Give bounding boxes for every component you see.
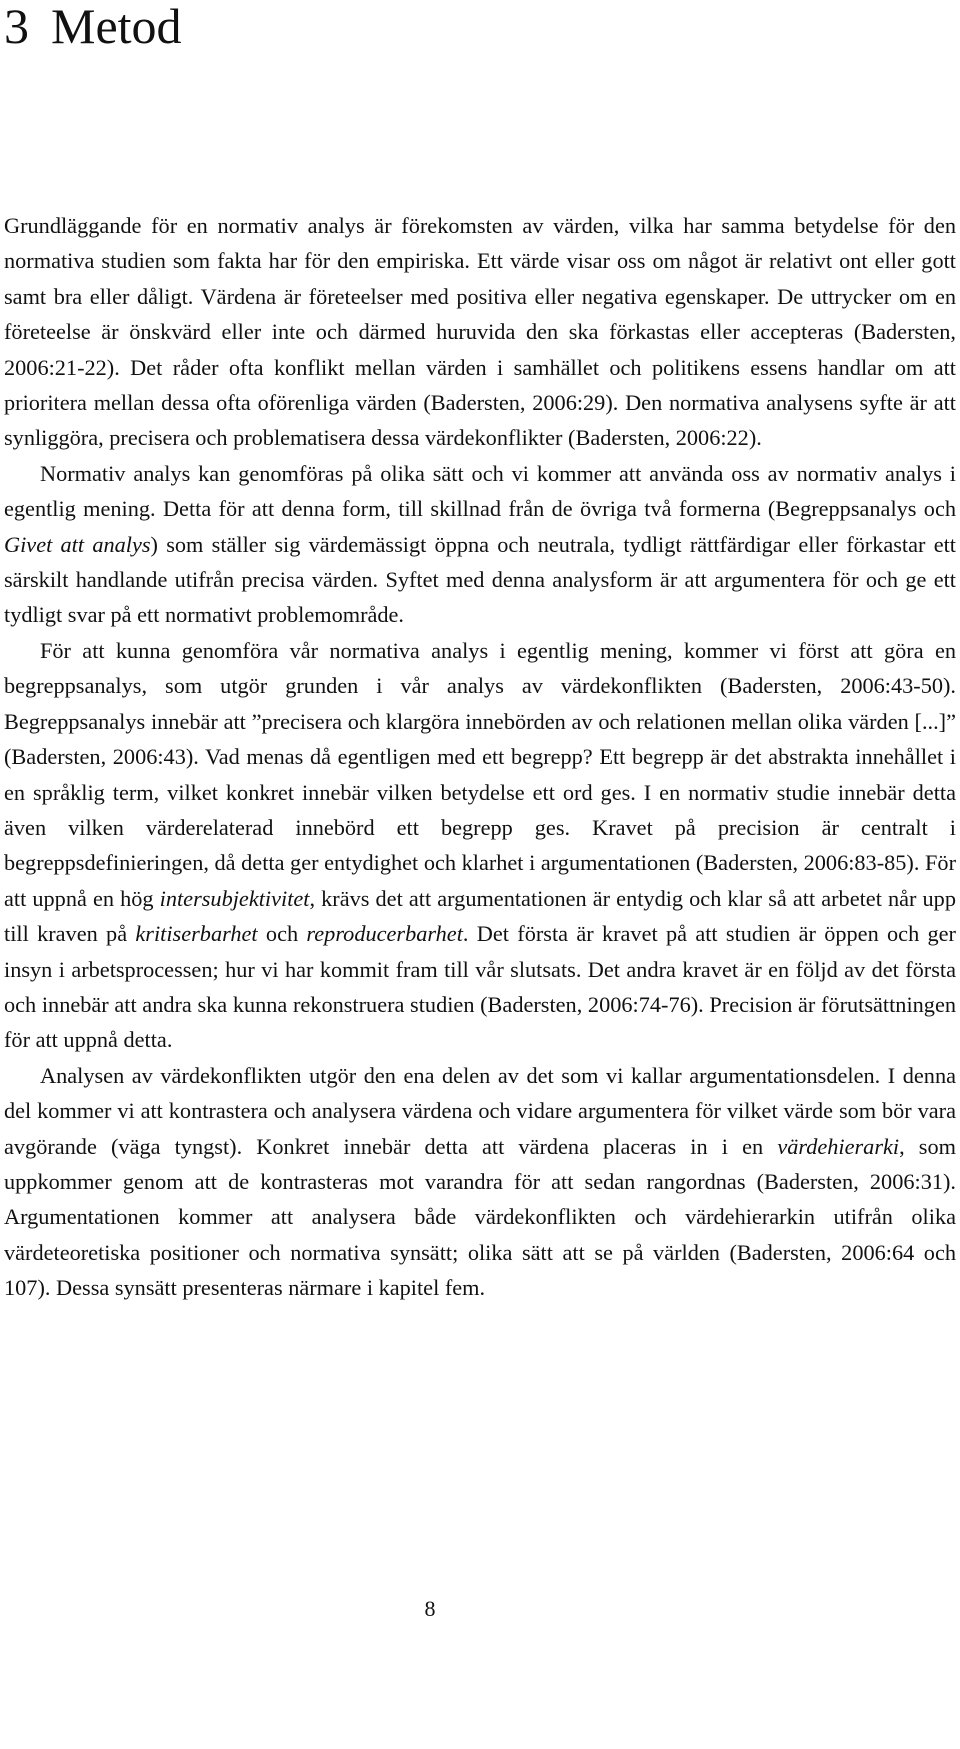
page-number: 8 (424, 1596, 436, 1621)
text-run: ) som ställer sig värdemässigt öppna och neutrala, tydligt rättfärdigar eller förkastar ett särskilt handlande utifrån precisa värden. Syftet med denna analysform är att argumentera för och ge ett tydligt svar på ett normativt problemområde. (4, 531, 956, 628)
text-run: , som uppkommer genom att de kontrasteras mot varandra för att sedan rangordnas (Badersten, 2006:31). Argumentationen kommer att analysera både värdekonflikten och värdehierarkin utifrån olika värdeteoretiska positioner och normativa synsätt; olika sätt att se på världen (Badersten, 2006:64 och 107). Dessa synsätt presenteras närmare i kapitel fem. (4, 1133, 956, 1301)
chapter-title: Metod (51, 0, 182, 54)
chapter-heading (4, 0, 182, 56)
text-run: . Det första är kravet på att studien är öppen och ger insyn i arbetsprocessen; hur vi har kommit fram till vår slutsats. Det andra kravet är en följd av det första och innebär att andra ska kunna rekonstruera studien (Badersten, 2006:74-76). Precision är förutsättningen för att uppnå detta. (4, 921, 956, 1053)
text-run: Normativ analys kan genomföras på olika sätt och vi kommer att använda oss av normativ analys i egentlig mening. Detta för att denna form, till skillnad från de övriga två formerna (Begreppsanalys och (4, 460, 956, 522)
chapter-number: 3 (4, 0, 29, 54)
text-run: Analysen av värdekonflikten utgör den ena delen av det som vi kallar argumentationsdelen. I denna del kommer vi att kontrastera och analysera värdena och vidare argumentera för vilket värde som bör vara avgörande (väga tyngst). Konkret innebär detta att värdena placeras in i en (4, 1062, 956, 1159)
italic-term: värdehierarki (777, 1133, 900, 1159)
paragraph (4, 1058, 956, 1306)
paragraph (4, 633, 956, 1058)
paragraph (4, 208, 956, 456)
paragraph (4, 456, 956, 633)
text-run: För att kunna genomföra vår normativa analys i egentlig mening, kommer vi först att göra en begreppsanalys, som utgör grunden i vår analys av värdekonflikten (Badersten, 2006:43-50). Begreppsanalys innebär att ”precisera och klargöra innebörden av och relationen mellan olika värden [...]” (Badersten, 2006:43). Vad menas då egentligen med ett begrepp? Ett begrepp är det abstrakta innehållet i en språklig term, vilket konkret innebär vilken betydelse ett ord ges. I en normativ studie innebär detta även vilken värderelaterad innebörd ett begrepp ges. Kravet på precision är centralt i begreppsdefinieringen, då detta ger entydighet och klarhet i argumentationen (Badersten, 2006:83-85). För att uppnå en hög (4, 637, 956, 911)
italic-term: kritiserbarhet (135, 921, 258, 947)
italic-term: reproducerbarhet (306, 921, 463, 947)
italic-term: intersubjektivitet (159, 885, 310, 911)
text-run: , krävs det att argumentationen är entydig och klar så att arbetet når upp till kraven på (4, 885, 956, 947)
italic-term: Givet att analys (4, 531, 151, 557)
body-text (4, 208, 956, 1306)
text-run: Grundläggande för en normativ analys är förekomsten av värden, vilka har samma betydelse för den normativa studien som fakta har för den empiriska. Ett värde visar oss om något är relativt ont eller gott samt bra eller dåligt. Värdena är företeelser med positiva eller negativa egenskaper. De uttrycker om en företeelse är önskvärd eller inte och därmed huruvida den ska förkastas eller accepteras (Badersten, 2006:21-22). Det råder ofta konflikt mellan värden i samhället och politikens essens handlar om att prioritera mellan dessa ofta oförenliga värden (Badersten, 2006:29). Den normativa analysens syfte är att synliggöra, precisera och problematisera dessa värdekonflikter (Badersten, 2006:22). (4, 213, 956, 451)
text-run: och (257, 921, 307, 947)
